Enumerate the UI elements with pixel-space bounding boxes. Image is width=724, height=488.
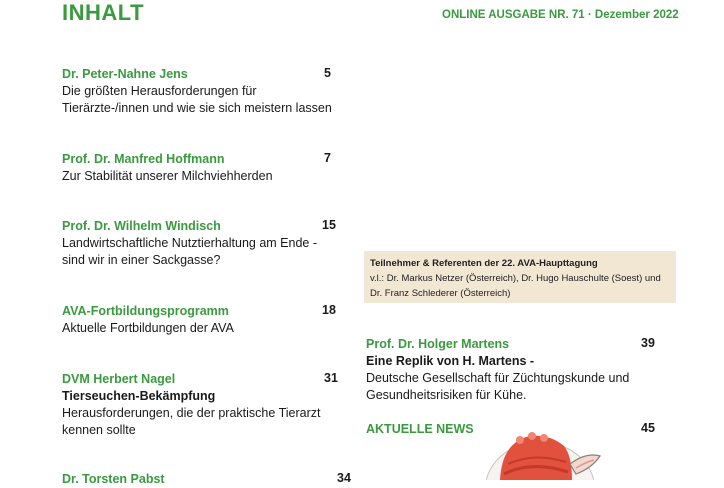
entry-author: Dr. Torsten Pabst: [62, 472, 165, 486]
entry-line: Landwirtschaftliche Nutztierhaltung am Ende -: [62, 236, 317, 250]
entry-page-number: 7: [324, 151, 331, 165]
entry-line: kennen sollte: [62, 423, 136, 437]
entry-author: Dr. Peter-Nahne Jens: [62, 67, 188, 81]
entry-author: Prof. Dr. Manfred Hoffmann: [62, 152, 225, 166]
caption-line: Dr. Franz Schlederer (Österreich): [370, 288, 511, 299]
entry-subtitle: Tierseuchen-Bekämpfung: [62, 389, 216, 403]
entry-line: Aktuelle Fortbildungen der AVA: [62, 321, 234, 335]
entry-page-number: 39: [641, 336, 655, 350]
toc-entry[interactable]: [366, 336, 629, 404]
toc-entry[interactable]: [62, 66, 332, 117]
toc-entry[interactable]: [62, 151, 273, 185]
caption-line: v.l.: Dr. Markus Netzer (Österreich), Dr. Hugo Hauschulte (Soest) und: [370, 273, 661, 284]
edition-info: ONLINE AUSGABE NR. 71 · Dezember 2022: [442, 9, 679, 21]
toc-entry[interactable]: [366, 421, 474, 438]
entry-line: Die größten Herausforderungen für: [62, 84, 257, 98]
toc-entry[interactable]: [62, 303, 234, 337]
entry-line: Tierärzte-/innen und wie sie sich meistern lassen: [62, 101, 332, 115]
entry-line: Zur Stabilität unserer Milchviehherden: [62, 169, 273, 183]
toc-entry[interactable]: [62, 371, 320, 439]
entry-line: Gesundheitsrisiken für Kühe.: [366, 388, 527, 402]
entry-author: AKTUELLE NEWS: [366, 422, 474, 436]
entry-page-number: 5: [324, 66, 331, 80]
entry-line: Herausforderungen, die der praktische Tierarzt: [62, 406, 321, 420]
entry-line: Deutsche Gesellschaft für Züchtungskunde und: [366, 371, 630, 385]
entry-subtitle: Eine Replik von H. Martens -: [366, 354, 535, 368]
entry-page-number: 34: [337, 471, 351, 485]
entry-line: sind wir in einer Sackgasse?: [62, 253, 221, 267]
photo-caption: [364, 251, 676, 303]
entry-author: DVM Herbert Nagel: [62, 372, 176, 386]
entry-page-number: 45: [641, 421, 655, 435]
caption-title: Teilnehmer & Referenten der 22. AVA-Haupttagung: [370, 258, 598, 269]
entry-page-number: 18: [322, 303, 336, 317]
cartoon-illustration: [482, 430, 632, 480]
toc-title: INHALT: [62, 0, 145, 25]
toc-entry[interactable]: [62, 218, 317, 269]
entry-page-number: 31: [324, 371, 338, 385]
entry-author: AVA-Fortbildungsprogramm: [62, 304, 229, 318]
entry-author: Prof. Dr. Holger Martens: [366, 337, 510, 351]
entry-author: Prof. Dr. Wilhelm Windisch: [62, 219, 221, 233]
entry-page-number: 15: [322, 218, 336, 232]
